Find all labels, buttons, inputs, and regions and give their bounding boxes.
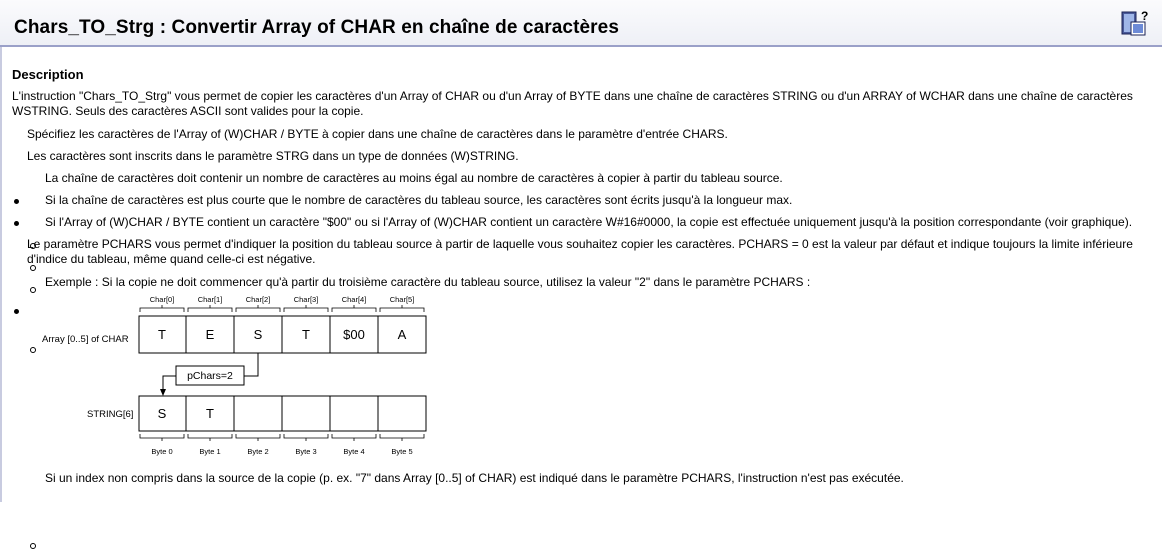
char-headers [150,295,415,304]
byte-label: Byte 4 [343,447,365,456]
sub-item-shorter: Si la chaîne de caractères est plus courte que le nombre de caractères du tableau source, les caractères sont écrits jusqu'à la longueur max. [45,193,793,207]
byte-labels [151,447,412,456]
pchars-label: pChars=2 [187,370,233,382]
bullet-strg-param: Les caractères sont inscrits dans le paramètre STRG dans un type de données (W)STRING. [27,149,519,163]
byte-label: Byte 1 [199,447,221,456]
sub-item-invalid-index: Si un index non compris dans la source de la copie (p. ex. "7" dans Array [0..5] of CHAR) est indiqué dans le paramètre PCHARS, l'instruction n'est pas exécutée. [45,471,904,485]
svg-text:?: ? [1141,9,1149,23]
byte-label: Byte 3 [295,447,317,456]
byte-label: Byte 5 [391,447,413,456]
char-header: Char[1] [197,295,223,304]
array-cell-value: $00 [343,327,365,342]
sub-item-null-char: Si l'Array of (W)CHAR / BYTE contient un caractère "$00" ou si l'Array of (W)CHAR contient un caractère W#16#0000, la copie est effectuée uniquement jusqu'à la position correspondante (voir graphique). [45,215,1133,229]
bullet-chars-param: Spécifiez les caractères de l'Array of (W)CHAR / BYTE à copier dans une chaîne de caractères dans le paramètre d'entrée CHARS. [27,127,728,141]
char-header: Char[4] [341,295,367,304]
intro-paragraph: L'instruction "Chars_TO_Strg" vous permet de copier les caractères d'un Array of CHAR ou d'un Array of BYTE dans une chaîne de caractères STRING ou d'un ARRAY of WCHAR dans une chaîne de caractères WSTRING. Seuls des caractères ASCII sont valides pour la copie. [12,89,1133,118]
array-cell-value: S [253,327,263,342]
string-label: STRING[6] [87,409,134,420]
char-brackets [140,305,424,312]
array-cell-value: A [397,327,407,342]
sub-bullet-circle [30,543,36,549]
array-cell-value: E [205,327,215,342]
pchars-arrow [160,353,258,396]
array-cells [139,316,426,353]
array-cell-value: T [302,327,310,342]
array-label: Array [0..5] of CHAR [42,334,129,345]
char-header: Char[0] [149,295,175,304]
string-cell-value: S [157,406,167,421]
char-header: Char[2] [245,295,271,304]
sub-item-example: Exemple : Si la copie ne doit commencer qu'à partir du troisième caractère du tableau source, utilisez la valeur "2" dans le paramètre PCHARS : [45,275,811,289]
byte-brackets [140,434,424,441]
section-heading: Description [12,67,84,82]
byte-label: Byte 2 [247,447,269,456]
string-cell-value: T [206,406,214,421]
char-header: Char[5] [389,295,415,304]
char-header: Char[3] [293,295,319,304]
string-cells [139,396,426,431]
bullet-pchars-param: Le paramètre PCHARS vous permet d'indiquer la position du tableau source à partir de laquelle vous souhaitez copier les caractères. PCHARS = 0 est la valeur par défaut et indique toujours la limite inférieure d'indice du tableau, même quand celle-ci est négative. [27,237,1133,266]
sub-item-length: La chaîne de caractères doit contenir un nombre de caractères au moins égal au nombre de caractères à copier à partir du tableau source. [45,171,783,185]
page-title: Chars_TO_Strg : Convertir Array of CHAR en chaîne de caractères [14,17,620,38]
array-cell-value: T [158,327,166,342]
byte-label: Byte 0 [151,447,173,456]
